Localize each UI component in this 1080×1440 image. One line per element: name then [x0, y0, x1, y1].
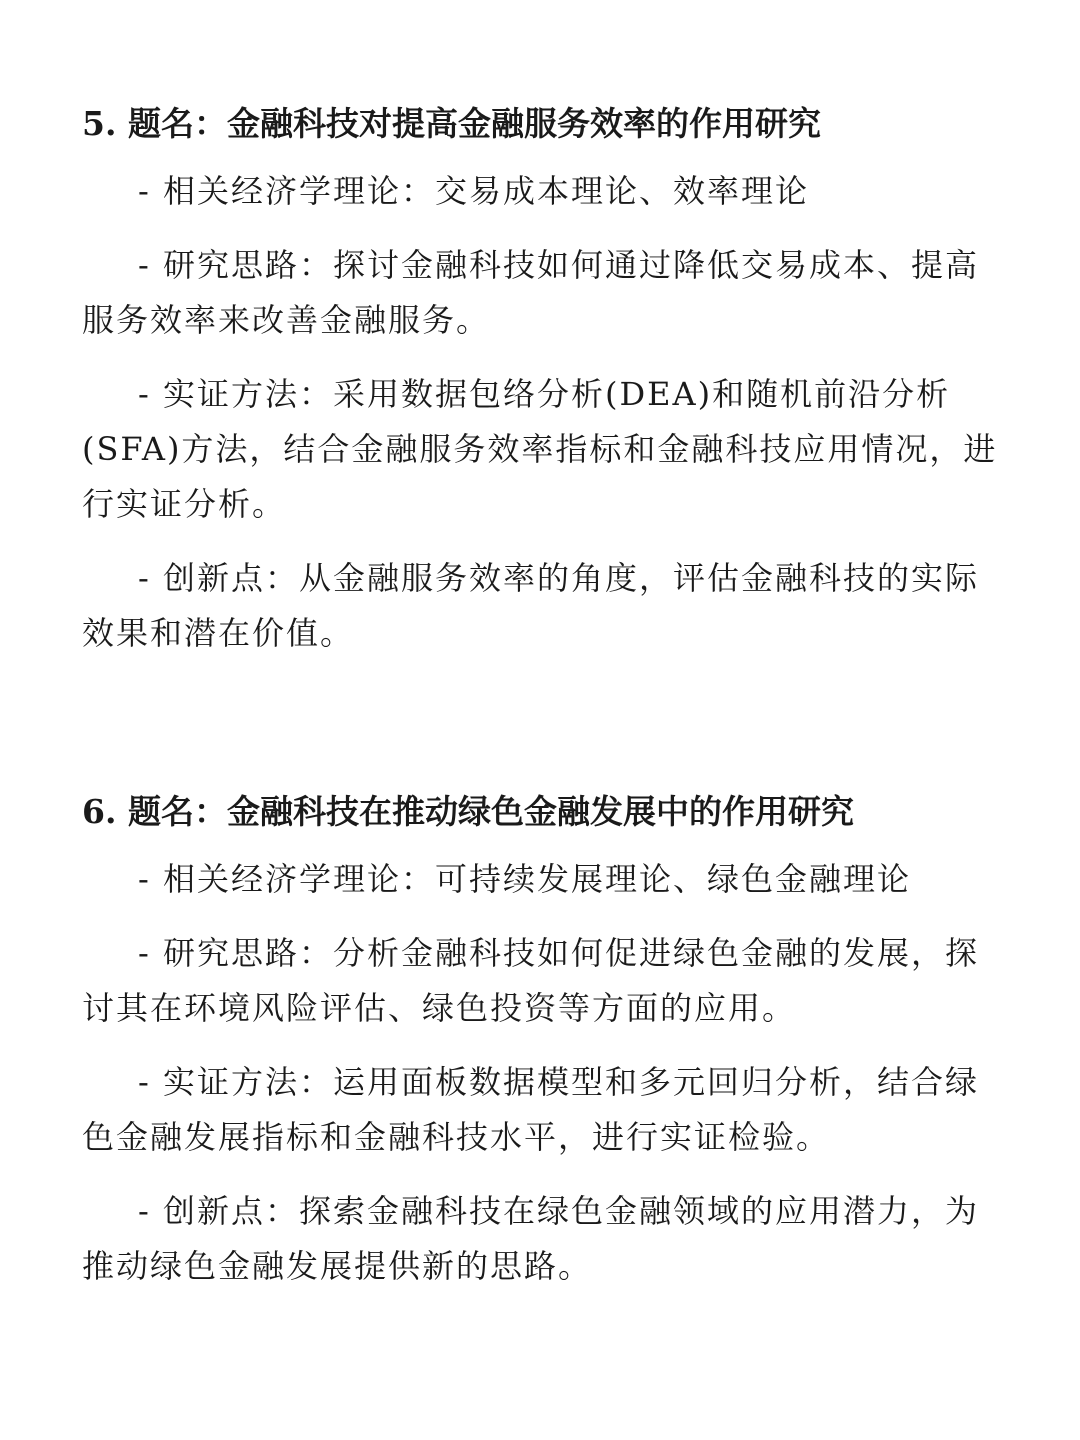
item-theory: [82, 164, 1012, 219]
section-title: 6. 题名：金融科技在推动绿色金融发展中的作用研究: [82, 792, 854, 831]
item-method: [82, 1055, 1012, 1165]
item-label: - 实证方法：: [138, 1063, 333, 1101]
item-text: 运用面板数据模型和多元回归分析，结合绿色金融发展指标和金融科技水平，进行实证检验。: [82, 1063, 980, 1156]
item-text: 从金融服务效率的角度，评估金融科技的实际效果和潜在价值。: [82, 559, 980, 652]
item-label: - 创新点：: [138, 559, 299, 597]
item-method: [82, 367, 1012, 532]
item-label: - 相关经济学理论：: [138, 172, 435, 210]
item-approach: [82, 926, 1012, 1036]
section-6: [82, 784, 1012, 1313]
item-innovation: [82, 551, 1012, 661]
item-text: 交易成本理论、效率理论: [435, 172, 810, 210]
item-innovation: [82, 1184, 1012, 1294]
item-label: - 实证方法：: [138, 375, 333, 413]
item-text: 采用数据包络分析(DEA)和随机前沿分析(SFA)方法，结合金融服务效率指标和金融科技应用情况，进行实证分析。: [82, 375, 998, 523]
item-text: 探讨金融科技如何通过降低交易成本、提高服务效率来改善金融服务。: [82, 246, 980, 339]
item-label: - 研究思路：: [138, 934, 333, 972]
item-text: 分析金融科技如何促进绿色金融的发展，探讨其在环境风险评估、绿色投资等方面的应用。: [82, 934, 980, 1027]
item-theory: [82, 852, 1012, 907]
item-label: - 相关经济学理论：: [138, 860, 435, 898]
item-label: - 创新点：: [138, 1192, 299, 1230]
item-approach: [82, 238, 1012, 348]
section-title: 5. 题名：金融科技对提高金融服务效率的作用研究: [82, 104, 821, 143]
item-text: 探索金融科技在绿色金融领域的应用潜力，为推动绿色金融发展提供新的思路。: [82, 1192, 980, 1285]
section-5: [82, 96, 1012, 680]
item-label: - 研究思路：: [138, 246, 333, 284]
item-text: 可持续发展理论、绿色金融理论: [435, 860, 912, 898]
